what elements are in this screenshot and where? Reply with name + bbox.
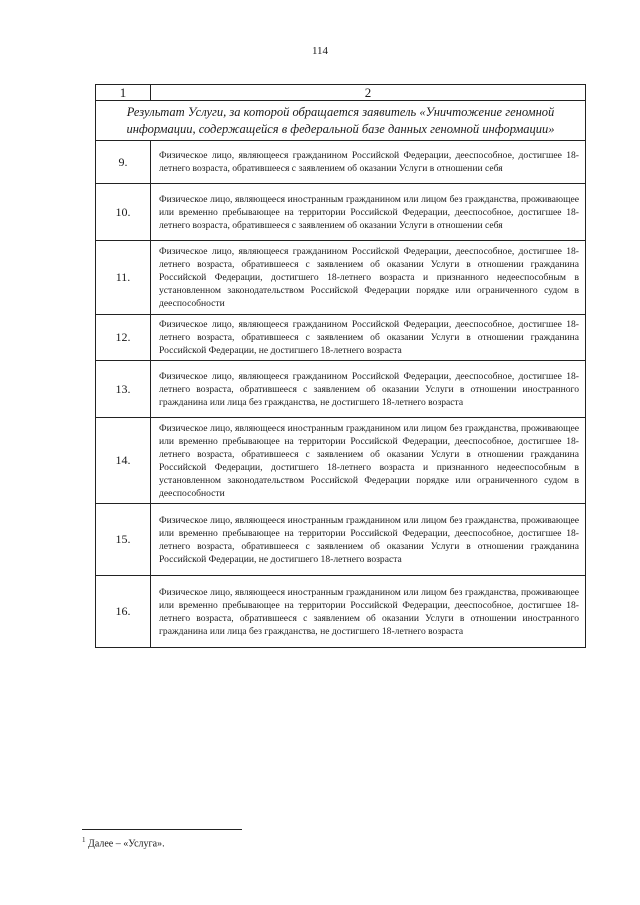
- table-row: [96, 504, 586, 576]
- row-number: 14.: [96, 418, 151, 504]
- footnote-text: Далее – «Услуга».: [85, 838, 165, 850]
- row-description: Физическое лицо, являющееся иностранным гражданином или лицом без гражданства, проживающее или временно пребывающее на территории Российской Федерации, дееспособное, достигшее 18-летнего возраста, обратившееся с заявлением об оказании Услуги в отношении себя: [151, 184, 586, 241]
- row-number: 11.: [96, 241, 151, 315]
- row-number: 15.: [96, 504, 151, 576]
- row-description: Физическое лицо, являющееся иностранным гражданином или лицом без гражданства, проживающее или временно пребывающее на территории Российской Федерации, дееспособное, достигшее 18-летнего возраста, обратившееся с заявлением об оказании Услуги в отношении гражданина Российской Федерации, достигшего 18-летнего возраста и признанного недееспособным в установленном законодательством Российской Федерации порядке или ограниченного судом в дееспособности: [151, 418, 586, 504]
- page-number: 114: [311, 45, 329, 57]
- row-number: 12.: [96, 315, 151, 361]
- table-row: [96, 315, 586, 361]
- table-row: [96, 241, 586, 315]
- row-description: Физическое лицо, являющееся иностранным гражданином или лицом без гражданства, проживающее или временно пребывающее на территории Российской Федерации, дееспособное, достигшее 18-летнего возраста, обратившееся с заявлением об оказании Услуги в отношении гражданина Российской Федерации, не достигшего 18-летнего возраста: [151, 504, 586, 576]
- row-number: 13.: [96, 361, 151, 418]
- row-description: Физическое лицо, являющееся гражданином Российской Федерации, дееспособное, достигшее 18-летнего возраста, обратившееся с заявлением об оказании Услуги в отношении гражданина Российской Федерации, достигшего 18-летнего возраста и признанного недееспособным в установленном законодательством Российской Федерации порядке или ограниченного судом в дееспособности: [151, 241, 586, 315]
- row-number: 16.: [96, 576, 151, 648]
- table-row: [96, 361, 586, 418]
- row-description: Физическое лицо, являющееся гражданином Российской Федерации, дееспособное, достигшее 18-летнего возраста, обратившееся с заявлением об оказании Услуги в отношении себя: [151, 141, 586, 184]
- column-header-2: 2: [151, 85, 586, 101]
- table-row: [96, 576, 586, 648]
- footnote: [82, 836, 165, 849]
- row-description: Физическое лицо, являющееся гражданином Российской Федерации, дееспособное, достигшее 18-летнего возраста, обратившееся с заявлением об оказании Услуги в отношении гражданина Российской Федерации, не достигшего 18-летнего возраста: [151, 315, 586, 361]
- table-header-row: [96, 85, 586, 101]
- table-row: [96, 418, 586, 504]
- service-result-title: Результат Услуги, за которой обращается заявитель «Уничтожение геномной информации, содержащейся в федеральной базе данных геномной информации»: [96, 101, 586, 141]
- column-header-1: 1: [96, 85, 151, 101]
- table-title-row: [96, 101, 586, 141]
- table-row: [96, 184, 586, 241]
- row-number: 10.: [96, 184, 151, 241]
- table-row: [96, 141, 586, 184]
- footnote-marker: 1: [82, 836, 86, 844]
- row-description: Физическое лицо, являющееся иностранным гражданином или лицом без гражданства, проживающее или временно пребывающее на территории Российской Федерации, дееспособное, достигшее 18-летнего возраста, обратившееся с заявлением об оказании Услуги в отношении иностранного гражданина или лица без гражданства, не достигшего 18-летнего возраста: [151, 576, 586, 648]
- footnote-divider: [82, 829, 242, 830]
- row-description: Физическое лицо, являющееся гражданином Российской Федерации, дееспособное, достигшее 18-летнего возраста, обратившееся с заявлением об оказании Услуги в отношении иностранного гражданина или лица без гражданства, не достигшего 18-летнего возраста: [151, 361, 586, 418]
- row-number: 9.: [96, 141, 151, 184]
- services-table: [95, 84, 586, 648]
